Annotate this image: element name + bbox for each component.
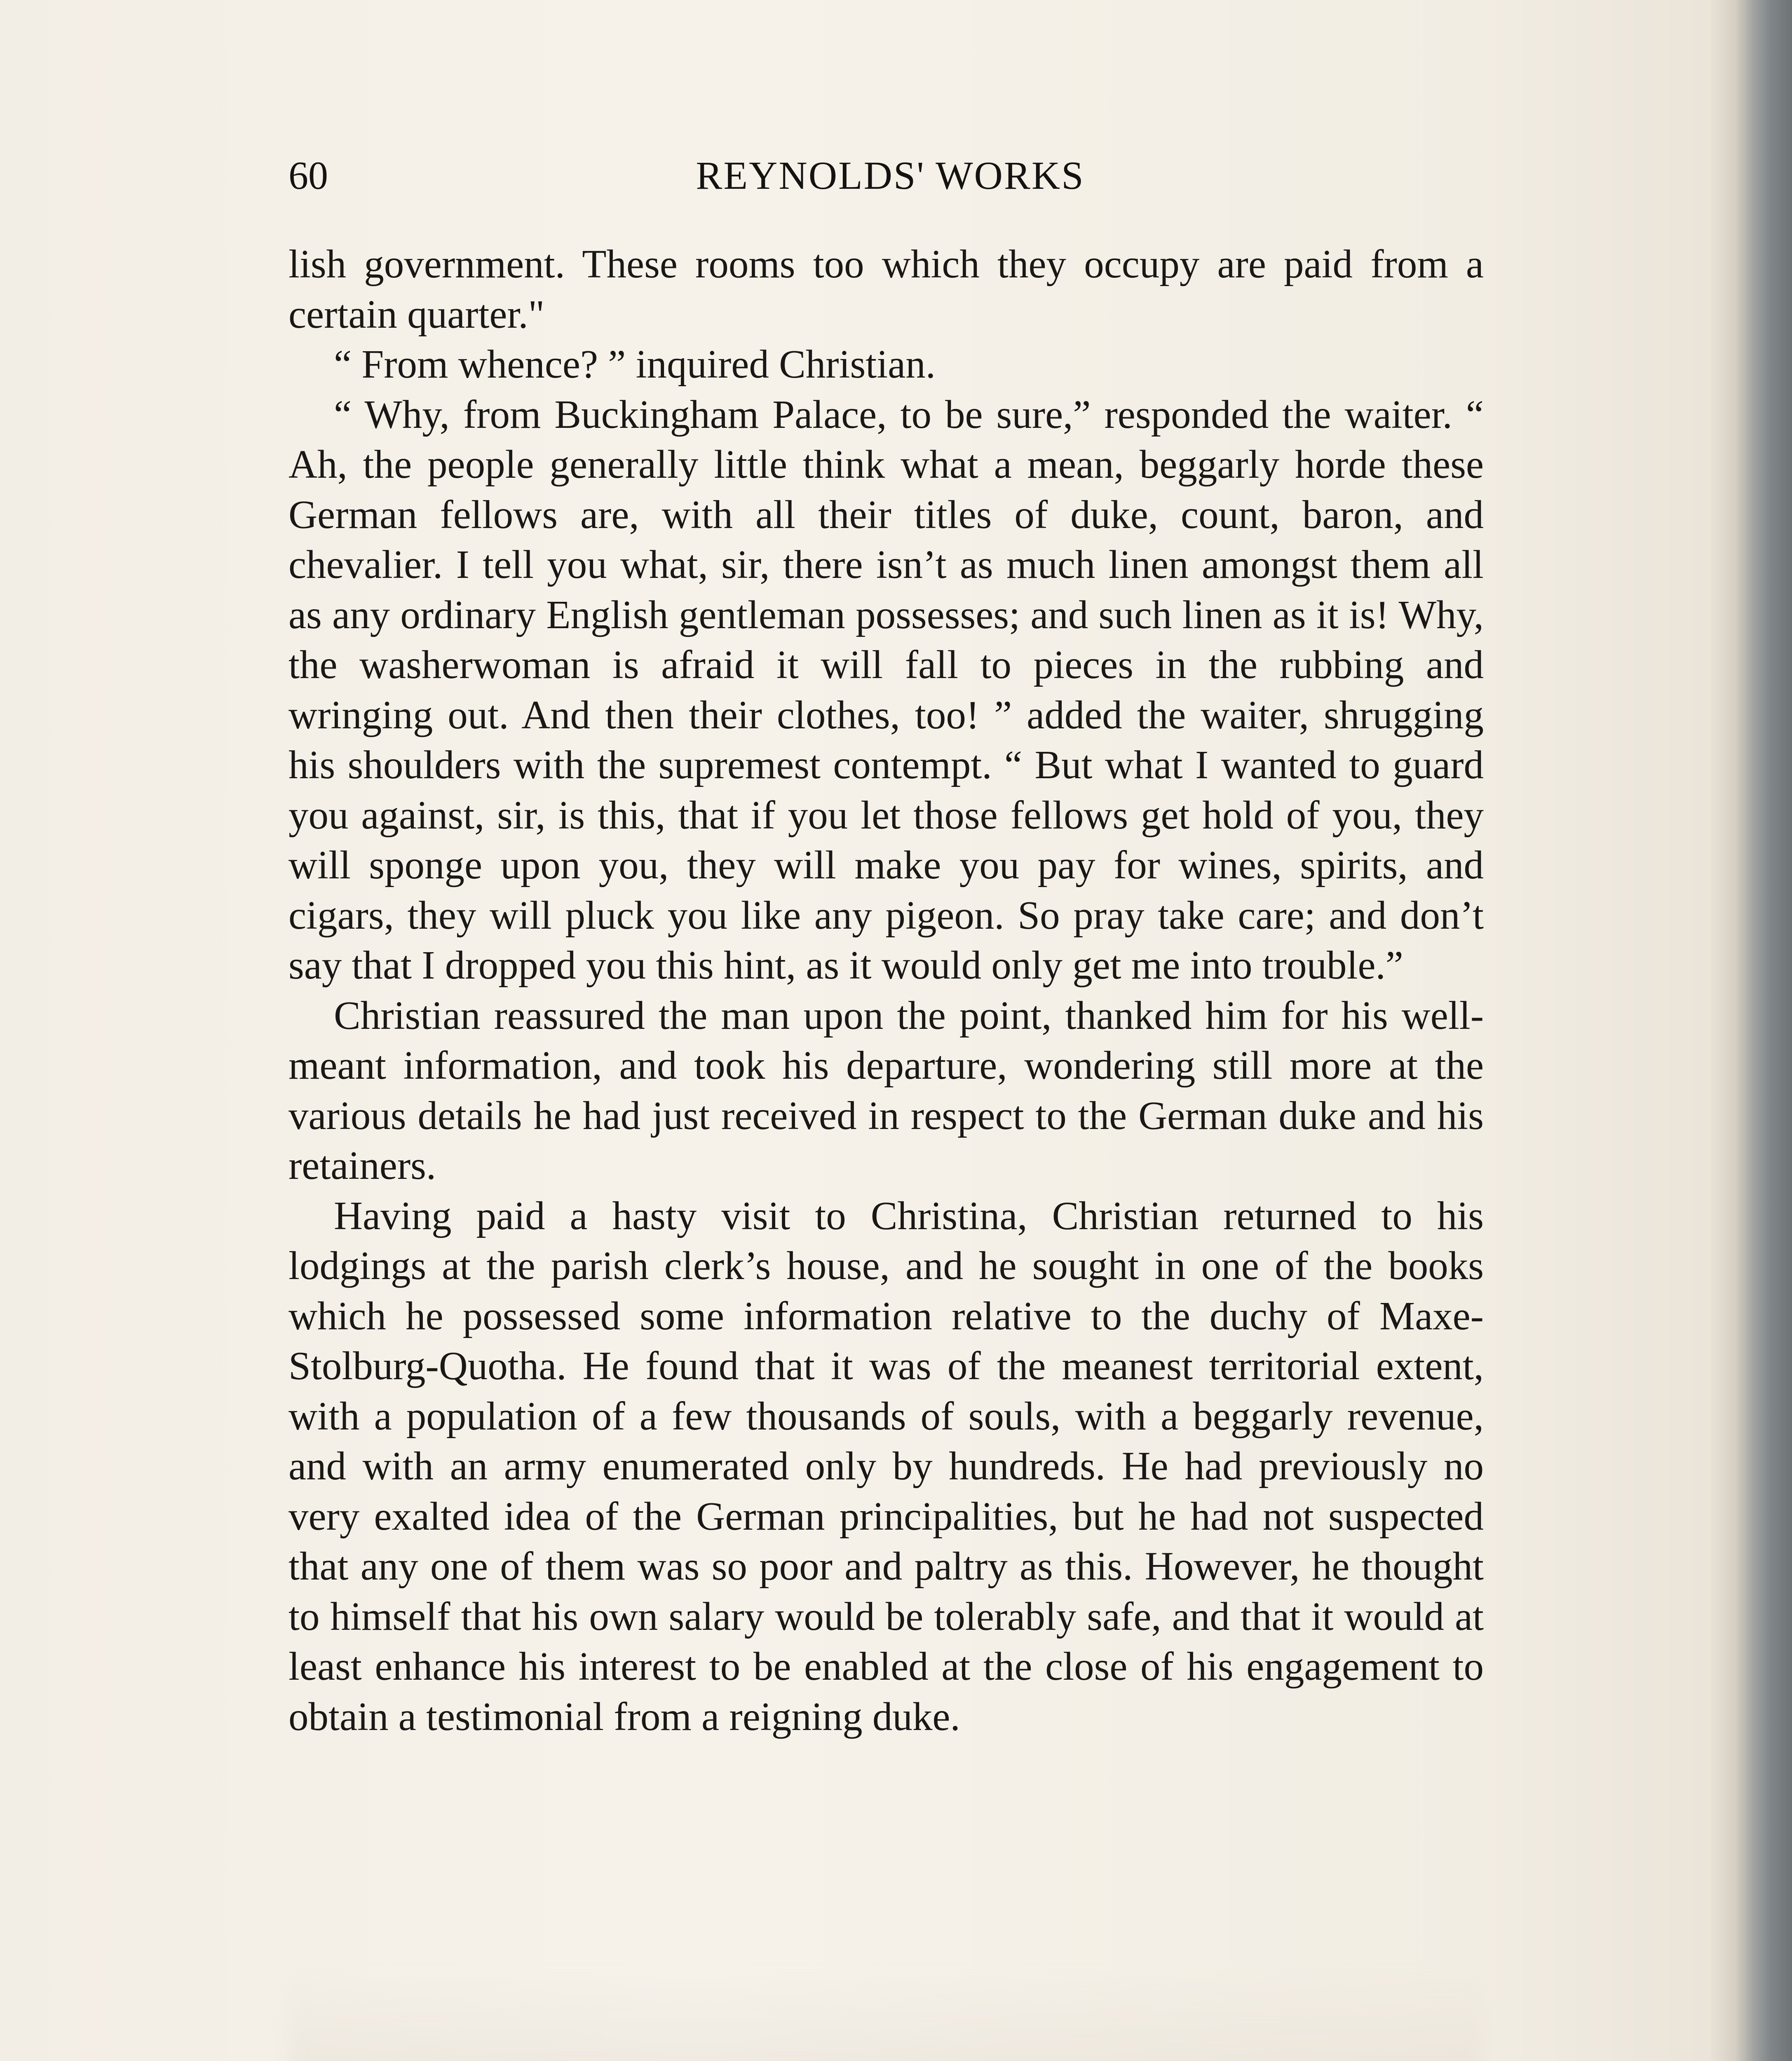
page-edge-shadow xyxy=(1710,0,1792,2061)
paragraph: Having paid a hasty visit to Christina, Christian returned to his lodgings at the parish clerk’s house, and he sought in one of the books which he possessed some information relative to the duchy of Maxe-Stolburg-Quotha. He found that it was of the meanest territorial extent, with a population of a few thousands of souls, with a beggarly revenue, and with an army enumerated only by hundreds. He had previously no very exalted idea of the German principalities, but he had not suspected that any one of them was so poor and paltry as this. However, he thought to himself that his own salary would be tolerably safe, and that it would at least enhance his interest to be enabled at the close of his engagement to obtain a testimonial from a reigning duke. xyxy=(289,1193,1484,1739)
paragraph: Christian reassured the man upon the point, thanked him for his well-meant information, and took his departure, wondering still more at the various details he had just received in respect to the German duke and his retainers. xyxy=(289,993,1484,1188)
book-title: REYNOLDS' WORKS xyxy=(696,153,1085,197)
page-number: 60 xyxy=(289,153,328,197)
paragraph: “ From whence? ” inquired Christian. xyxy=(334,342,936,386)
running-head xyxy=(289,153,1492,214)
show-through-bleed xyxy=(289,1970,1484,2061)
paragraph: “ Why, from Buckingham Palace, to be sure,” responded the waiter. “ Ah, the people generally little think what a mean, beggarly horde these German fellows are, with all their titles of duke, count, baron, and chevalier. I tell you what, sir, there isn’t as much linen amongst them all as any ordinary English gentleman possesses; and such linen as it is! Why, the washerwoman is afraid it will fall to pieces in the rubbing and wringing out. And then their clothes, too! ” added the waiter, shrugging his shoulders with the supremest contempt. “ But what I wanted to guard you against, sir, is this, that if you let those fellows get hold of you, they will sponge upon you, they will make you pay for wines, spirits, and cigars, they will pluck you like any pigeon. So pray take care; and don’t say that I dropped you this hint, as it would only get me into trouble.” xyxy=(289,392,1484,987)
body-text xyxy=(289,239,1484,1742)
paragraph-continuation: lish government. These rooms too which they occupy are paid from a certain quarter." xyxy=(289,242,1484,336)
